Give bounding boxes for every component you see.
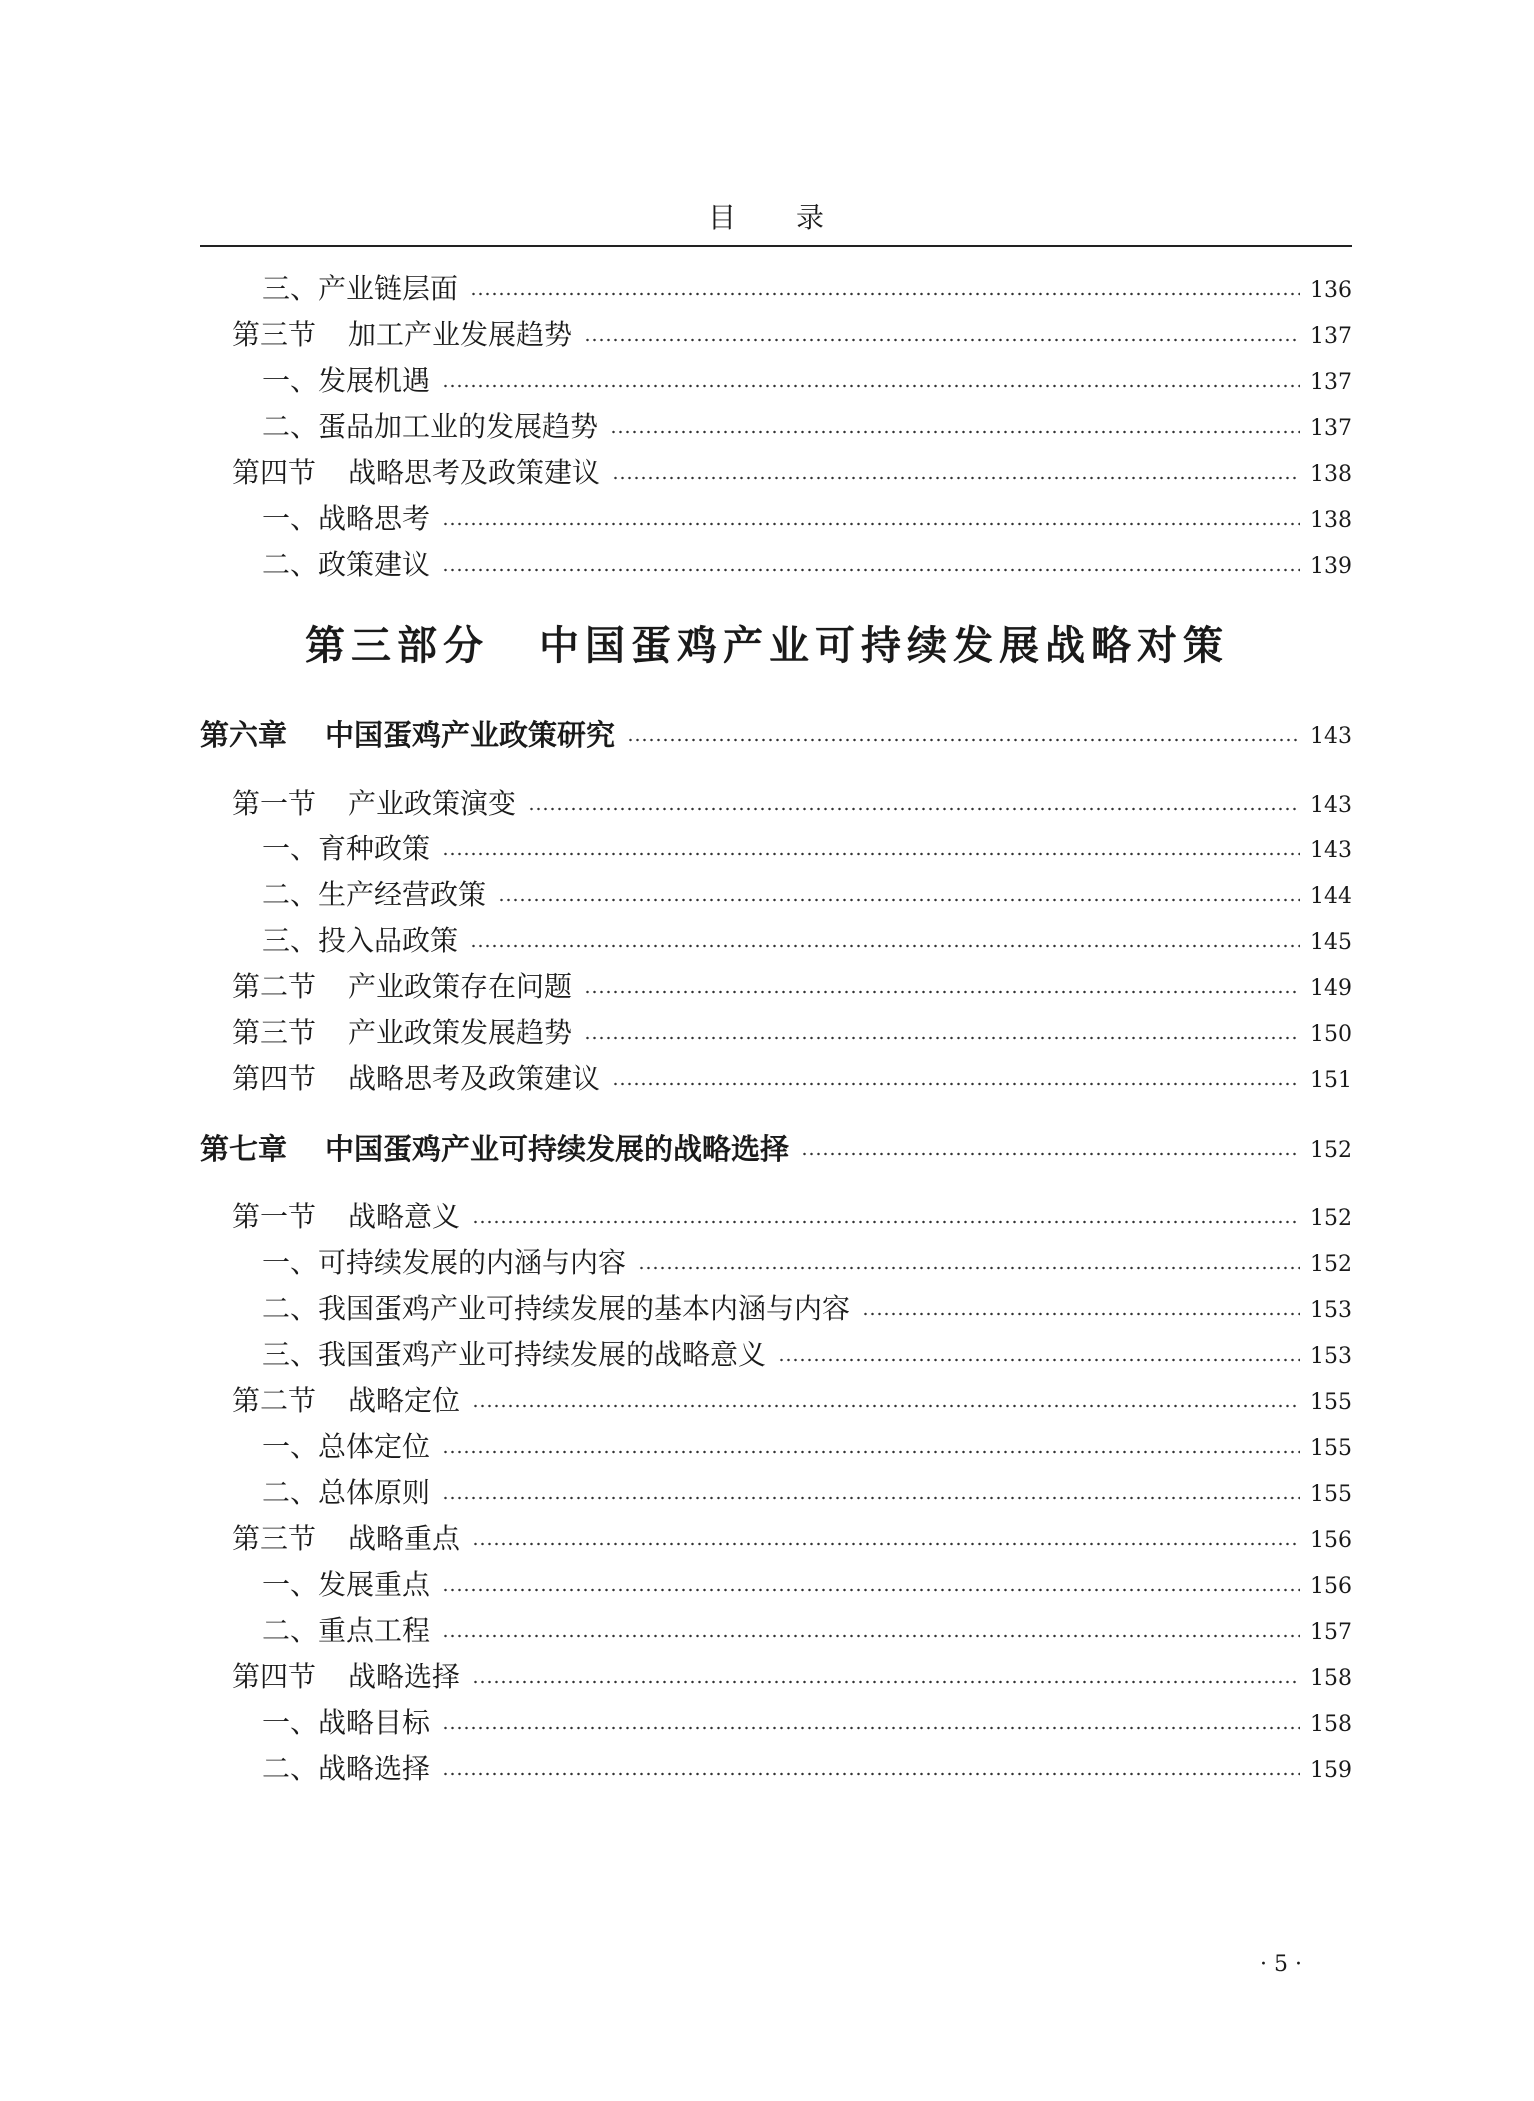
toc-page-number: 155 [1310,1482,1352,1507]
toc-entry-number: 第六章 [200,718,288,752]
toc-page-number: 144 [1310,884,1352,909]
toc-entry-item[interactable] [200,496,1352,536]
header-divider [200,245,1352,247]
toc-page-number: 156 [1310,1574,1352,1599]
dot-leader [442,1724,1300,1732]
toc-page-number: 155 [1310,1436,1352,1461]
toc-entry-number: 第二节 [232,970,317,1003]
dot-leader [472,1402,1300,1410]
toc-entry-section[interactable] [200,450,1352,490]
dot-leader [627,736,1300,744]
toc-entry-chapter[interactable] [200,712,1352,752]
toc-entry-number: 第四节 [232,456,317,489]
toc-page-number: 159 [1310,1758,1352,1783]
toc-entry-chapter[interactable] [200,1126,1352,1166]
toc-entry-item[interactable] [200,358,1352,398]
toc-page-number: 158 [1310,1666,1352,1691]
toc-entry-item[interactable] [200,1332,1352,1372]
toc-entry-text: 产业政策发展趋势 [348,1016,573,1049]
dot-leader [638,1264,1300,1272]
toc-entry-section[interactable] [200,1516,1352,1556]
dot-leader [472,1678,1300,1686]
dot-leader [442,1770,1300,1778]
toc-entry-title: 二、重点工程 [262,1614,431,1647]
toc-entry-item[interactable] [200,1240,1352,1280]
toc-entry-section[interactable] [200,312,1352,352]
toc-entry-title: 一、发展机遇 [262,364,431,397]
toc-entry-title: 三、投入品政策 [262,924,459,957]
toc-entry-item[interactable] [200,1746,1352,1786]
toc-entry-title [200,456,600,490]
toc-page-number: 138 [1310,462,1352,487]
toc-entry-title: 二、战略选择 [262,1752,431,1785]
toc-entry-title [200,1200,460,1234]
dot-leader [442,520,1300,528]
toc-page-number: 145 [1310,930,1352,955]
toc-entry-text: 战略思考及政策建议 [348,456,601,489]
toc-entry-title: 二、总体原则 [262,1476,431,1509]
dot-leader [612,1080,1300,1088]
toc-entry-title: 二、我国蛋鸡产业可持续发展的基本内涵与内容 [262,1292,851,1325]
toc-entry-text: 战略思考及政策建议 [348,1062,601,1095]
toc-entry-number: 第二节 [232,1384,317,1417]
dot-leader [442,566,1300,574]
toc-entry-title [200,970,572,1004]
toc-entry-text: 战略定位 [348,1384,461,1417]
toc-page-number: 155 [1310,1390,1352,1415]
toc-entry-title: 一、可持续发展的内涵与内容 [262,1246,627,1279]
toc-entry-title: 一、总体定位 [262,1430,431,1463]
toc-entry-item[interactable] [200,918,1352,958]
toc-entry-section[interactable] [200,1378,1352,1418]
dot-leader [801,1150,1300,1158]
toc-entry-item[interactable] [200,826,1352,866]
toc-entry-number: 第七章 [200,1132,288,1166]
toc-page-number: 137 [1310,416,1352,441]
dot-leader [442,382,1300,390]
toc-page-number: 137 [1310,370,1352,395]
toc-entry-section[interactable] [200,964,1352,1004]
part-heading [0,614,1534,671]
dot-leader [610,428,1300,436]
toc-page-number: 152 [1310,1206,1352,1231]
toc-entry-item[interactable] [200,266,1352,306]
dot-leader [442,1632,1300,1640]
part-label: 第三部分 [305,622,489,669]
toc-entry-title: 一、战略思考 [262,502,431,535]
toc-entry-number: 第一节 [232,787,317,820]
dot-leader [584,988,1300,996]
toc-entry-title [200,318,572,352]
toc-entry-title [200,1016,572,1050]
toc-entry-number: 第四节 [232,1062,317,1095]
toc-entry-text: 战略选择 [348,1660,461,1693]
toc-page-number: 143 [1310,838,1352,863]
toc-page-number: 156 [1310,1528,1352,1553]
toc-entry-item[interactable] [200,1700,1352,1740]
toc-entry-number: 第四节 [232,1660,317,1693]
dot-leader [442,1448,1300,1456]
toc-entry-title [200,718,615,752]
toc-entry-title [200,1062,600,1096]
dot-leader [472,1218,1300,1226]
toc-entry-title: 二、蛋品加工业的发展趋势 [262,410,599,443]
dot-leader [862,1310,1300,1318]
toc-entry-title: 二、生产经营政策 [262,878,487,911]
dot-leader [470,942,1300,950]
dot-leader [472,1540,1300,1548]
toc-entry-title [200,1132,789,1166]
toc-page-number: 153 [1310,1344,1352,1369]
header-left-char: 目 [707,201,738,234]
toc-page-number: 150 [1310,1022,1352,1047]
toc-entry-section[interactable] [200,1056,1352,1096]
toc-entry-item[interactable] [200,1562,1352,1602]
toc-entry-item[interactable] [200,1608,1352,1648]
toc-page-number: 143 [1310,793,1352,818]
toc-entry-title [200,1660,460,1694]
dot-leader [584,336,1300,344]
toc-entry-title: 三、我国蛋鸡产业可持续发展的战略意义 [262,1338,767,1371]
toc-page-number: 136 [1310,278,1352,303]
dot-leader [442,850,1300,858]
toc-entry-text: 加工产业发展趋势 [348,318,573,351]
toc-entry-number: 第三节 [232,1522,317,1555]
toc-entry-item[interactable] [200,542,1352,582]
toc-entry-number: 第一节 [232,1200,317,1233]
toc-entry-title: 一、发展重点 [262,1568,431,1601]
toc-page-number: 138 [1310,508,1352,533]
toc-page-number: 157 [1310,1620,1352,1645]
toc-entry-number: 第三节 [232,318,317,351]
dot-leader [528,805,1300,813]
toc-entry-item[interactable] [200,1286,1352,1326]
toc-entry-text: 中国蛋鸡产业政策研究 [325,718,616,752]
toc-entry-item[interactable] [200,1470,1352,1510]
dot-leader [470,290,1300,298]
toc-entry-item[interactable] [200,872,1352,912]
toc-page-number: 158 [1310,1712,1352,1737]
toc-entry-text: 战略重点 [348,1522,461,1555]
toc-entry-item[interactable] [200,404,1352,444]
running-header [0,196,1534,236]
toc-entry-text: 战略意义 [348,1200,461,1233]
toc-page-number: 143 [1310,724,1352,749]
toc-entry-title: 二、政策建议 [262,548,431,581]
toc-page-number: 137 [1310,324,1352,349]
toc-entry-title: 三、产业链层面 [262,272,459,305]
toc-entry-text: 中国蛋鸡产业可持续发展的战略选择 [325,1132,790,1166]
toc-entry-title [200,787,516,821]
toc-page-number: 149 [1310,976,1352,1001]
toc-entry-number: 第三节 [232,1016,317,1049]
toc-entry-section[interactable] [200,1194,1352,1234]
toc-page-number: 153 [1310,1298,1352,1323]
toc-entry-text: 产业政策存在问题 [348,970,573,1003]
toc-entry-text: 产业政策演变 [348,787,517,820]
header-right-char: 录 [796,201,827,234]
toc-entry-title [200,1522,460,1556]
toc-entry-section[interactable] [200,1010,1352,1050]
toc-page-number: 139 [1310,554,1352,579]
toc-page-number: 152 [1310,1252,1352,1277]
toc-entry-section[interactable] [200,1654,1352,1694]
toc-page-number: 151 [1310,1068,1352,1093]
toc-entry-title: 一、育种政策 [262,832,431,865]
toc-entry-title [200,1384,460,1418]
dot-leader [612,474,1300,482]
dot-leader [442,1586,1300,1594]
toc-entry-item[interactable] [200,1424,1352,1464]
toc-page-number: 152 [1310,1138,1352,1163]
dot-leader [442,1494,1300,1502]
dot-leader [498,896,1300,904]
part-title-text: 中国蛋鸡产业可持续发展战略对策 [539,622,1229,669]
dot-leader [778,1356,1300,1364]
toc-entry-section[interactable] [200,781,1352,821]
dot-leader [584,1034,1300,1042]
toc-entry-title: 一、战略目标 [262,1706,431,1739]
page-number: · 5 · [1260,1952,1302,1977]
